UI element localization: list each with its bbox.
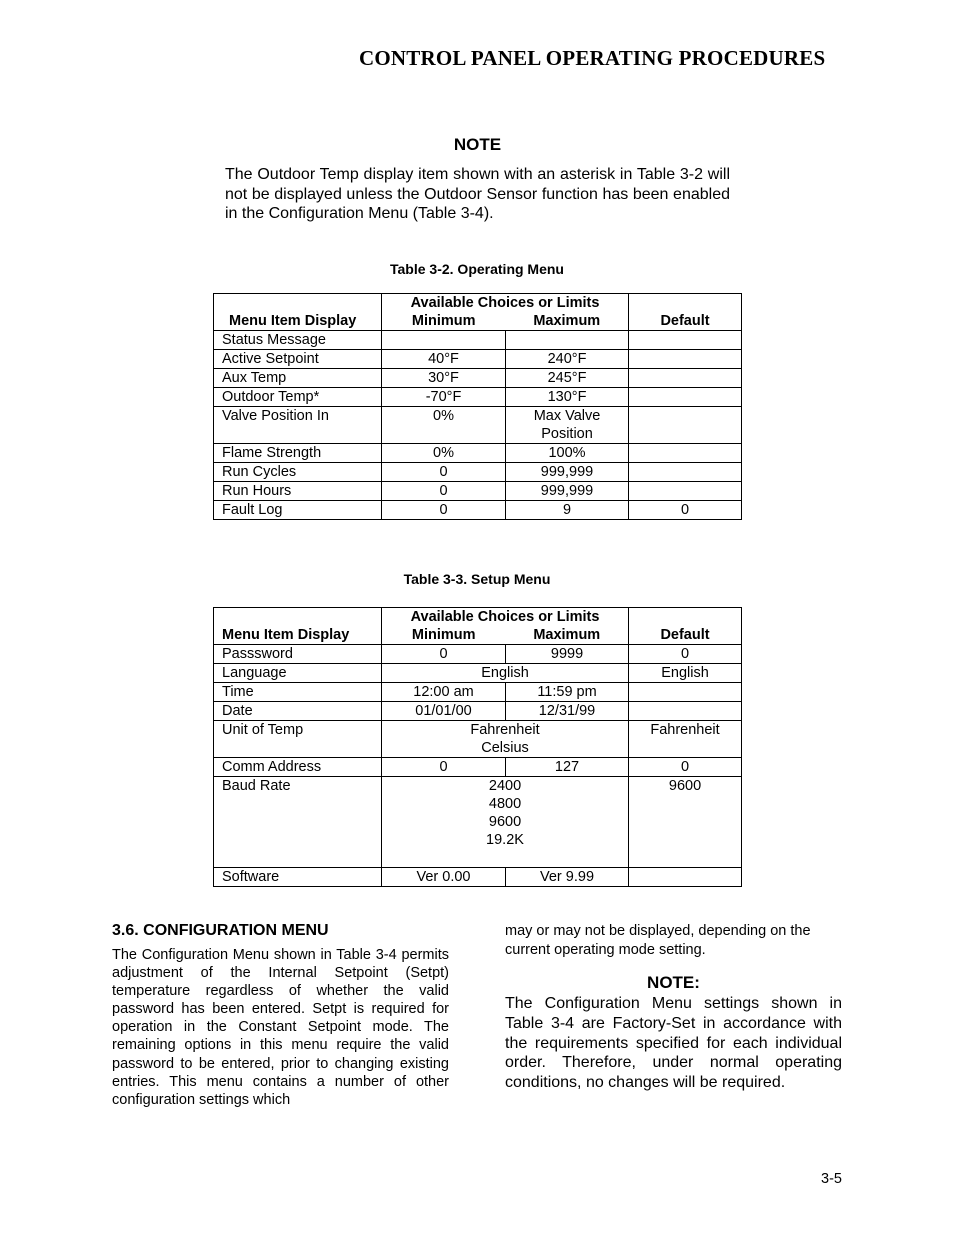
cell-maximum: Ver 9.99 [506,868,629,887]
cell-menu-item: Valve Position In [214,407,382,444]
section-body-continued: may or may not be displayed, depending on the current operating mode setting. [505,923,811,958]
cell-minimum: 0 [382,758,506,777]
table-row [214,664,742,683]
table-row [214,482,742,501]
table-row [214,388,742,407]
col-header-maximum: Maximum [506,626,629,645]
page-number: 3-5 [821,1171,842,1187]
cell-default [629,482,742,501]
col-header-minimum: Minimum [382,312,506,331]
cell-default [629,350,742,369]
col-header-minimum: Minimum [382,626,506,645]
cell-menu-item: Software [214,868,382,887]
col-header-maximum: Maximum [506,312,629,331]
cell-maximum: 127 [506,758,629,777]
cell-menu-item: Active Setpoint [214,350,382,369]
note-body: The Outdoor Temp display item shown with an asterisk in Table 3-2 will not be displayed unless the Outdoor Sensor function has been enabled in the Configuration Menu (Table 3-4). [225,166,730,223]
cell-menu-item: Flame Strength [214,444,382,463]
col-header-choices-group: Available Choices or Limits [382,294,629,313]
table-row [214,444,742,463]
table-row [214,369,742,388]
section-body: The Configuration Menu shown in Table 3-4 permits adjustment of the Internal Setpoint (Setpt) temperature regardless of whether the valid password has been entered. Setpt is required for operation in the Constant Setpoint mode. The remaining options in this menu require the valid password to be entered, prior to changing existing entries. This menu contains a number of other configuration settings which [112,947,449,1108]
col-header-default: Default [629,608,742,645]
cell-default [629,407,742,444]
cell-minimum: 01/01/00 [382,702,506,721]
table-row [214,350,742,369]
cell-maximum: 9999 [506,645,629,664]
cell-menu-item: Outdoor Temp* [214,388,382,407]
note2-body: The Configuration Menu settings shown in Table 3-4 are Factory-Set in accordance with the requirements specified for each individual order. Therefore, under normal operating conditions, no changes will be required. [505,995,842,1092]
col-header-default: Default [629,294,742,331]
cell-default [629,683,742,702]
table-row [214,868,742,887]
cell-minimum: 0 [382,463,506,482]
cell-maximum: 130°F [506,388,629,407]
cell-default [629,388,742,407]
cell-maximum: 240°F [506,350,629,369]
table-row [214,331,742,350]
cell-minimum: -70°F [382,388,506,407]
cell-default: 0 [629,758,742,777]
cell-default: Fahrenheit [629,721,742,758]
cell-default: 0 [629,501,742,520]
cell-maximum: 11:59 pm [506,683,629,702]
cell-choices: Fahrenheit Celsius [382,721,629,758]
cell-default [629,463,742,482]
cell-menu-item: Status Message [214,331,382,350]
cell-menu-item: Date [214,702,382,721]
cell-minimum: 0 [382,501,506,520]
col-header-choices-group: Available Choices or Limits [382,608,629,627]
cell-minimum: 0% [382,444,506,463]
table-row [214,407,742,444]
cell-default [629,331,742,350]
cell-maximum: 9 [506,501,629,520]
cell-maximum: 999,999 [506,463,629,482]
cell-menu-item: Baud Rate [214,777,382,868]
cell-menu-item: Language [214,664,382,683]
table-row [214,645,742,664]
table-row [214,758,742,777]
table-3-2-caption: Table 3-2. Operating Menu [390,261,564,277]
table-row [214,463,742,482]
cell-minimum: 0 [382,482,506,501]
note2-title: NOTE: [647,973,700,992]
table-row [214,721,742,758]
cell-minimum: 12:00 am [382,683,506,702]
cell-default: 0 [629,645,742,664]
cell-maximum: 12/31/99 [506,702,629,721]
cell-menu-item: Run Cycles [214,463,382,482]
cell-menu-item: Fault Log [214,501,382,520]
cell-choices: English [382,664,629,683]
cell-minimum: Ver 0.00 [382,868,506,887]
cell-minimum: 40°F [382,350,506,369]
cell-maximum [506,331,629,350]
note-title: NOTE [453,135,502,154]
cell-maximum: 999,999 [506,482,629,501]
section-heading: 3.6. CONFIGURATION MENU [112,922,329,939]
cell-default [629,702,742,721]
setup-menu-table [213,607,742,887]
operating-menu-table [213,293,742,520]
table-row [214,702,742,721]
table-row [214,683,742,702]
cell-default [629,868,742,887]
table-row [214,501,742,520]
cell-menu-item: Comm Address [214,758,382,777]
cell-menu-item: Run Hours [214,482,382,501]
cell-choices: 2400 4800 9600 19.2K [382,777,629,868]
cell-default [629,444,742,463]
cell-minimum: 0% [382,407,506,444]
cell-default: 9600 [629,777,742,868]
cell-maximum: 245°F [506,369,629,388]
cell-menu-item: Unit of Temp [214,721,382,758]
cell-maximum: 100% [506,444,629,463]
table-3-3-caption: Table 3-3. Setup Menu [403,571,551,587]
cell-minimum: 30°F [382,369,506,388]
cell-minimum: 0 [382,645,506,664]
cell-menu-item: Passsword [214,645,382,664]
cell-menu-item: Aux Temp [214,369,382,388]
cell-menu-item: Time [214,683,382,702]
table-row [214,777,742,868]
cell-minimum [382,331,506,350]
col-header-menu-item: Menu Item Display [214,608,382,645]
cell-default: English [629,664,742,683]
col-header-menu-item: Menu Item Display [214,294,382,331]
page-header-title: CONTROL PANEL OPERATING PROCEDURES [359,46,826,70]
cell-maximum: Max Valve Position [506,407,629,444]
cell-default [629,369,742,388]
